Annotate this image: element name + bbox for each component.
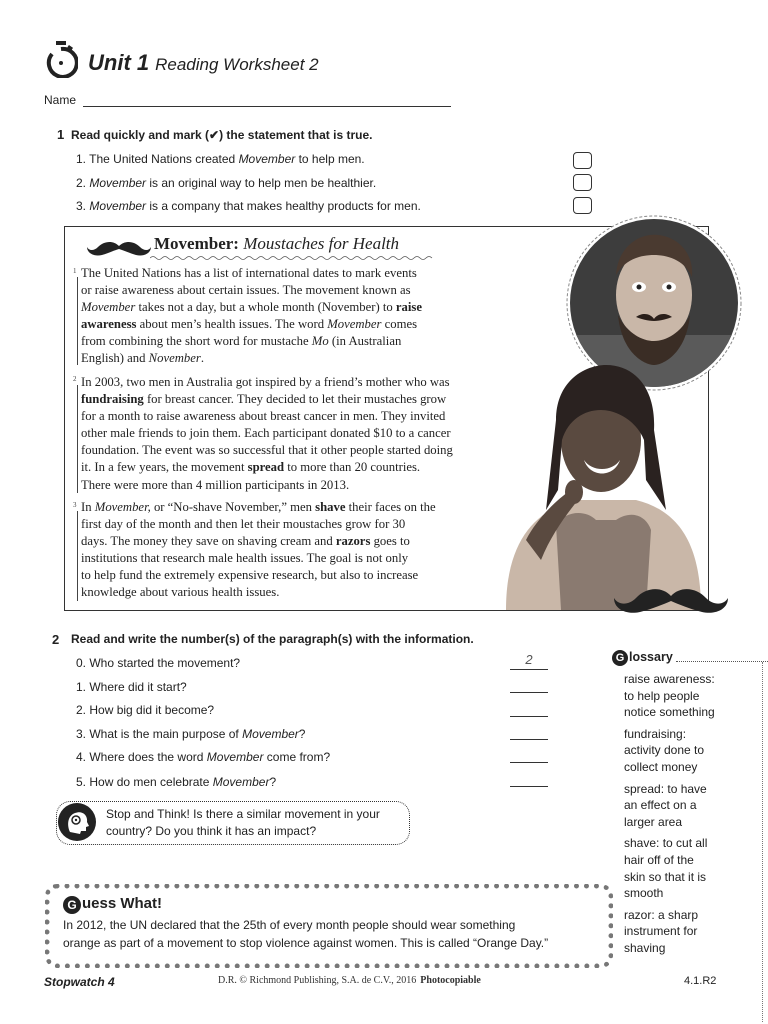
paragraph-2: In 2003, two men in Australia got inspired by a friend’s mother who was fundraising for breast cancer. They decided to let their mustaches grow for a month to raise awareness about breast cancer in men. They invited other male friends to join them. Each participant donated $10 to a cancer foundation. The event was so successful that it other people started doing it. In a few years, the movement spread to more than 20 countries. There were more than 4 million participants in 2013. (81, 375, 453, 492)
ex2-item-3: 3. What is the main purpose of Movember? (76, 727, 306, 741)
name-label: Name (44, 93, 77, 107)
ex2-item-0: 0. Who started the movement? (76, 656, 241, 670)
ex2-item-4: 4. Where does the word Movember come from? (76, 750, 331, 764)
exercise-1-instruction: Read quickly and mark (✔) the statement that is true. (71, 128, 373, 142)
thinking-head-icon (57, 802, 97, 842)
moustache-icon (86, 238, 152, 258)
man-pointing-photo (496, 360, 708, 610)
paragraph-3: In Movember, or “No-shave November,” men shave their faces on the first day of the month and then let their moustaches grow for 30 days. The money they save on shaving cream and razors goes to institutions that research male health issues. The goal is not only to help fund the extremely expensive research, but also to increase knowledge about various health issues. (81, 500, 436, 600)
ex1-item-1: 1. The United Nations created Movember to help men. (76, 152, 365, 166)
stopwatch-icon (44, 40, 78, 78)
unit-label: Unit 1 (88, 50, 150, 75)
ex1-checkbox-3[interactable] (573, 197, 592, 214)
ex2-answer-line-5[interactable] (510, 786, 548, 787)
ex2-item-5: 5. How do men celebrate Movember? (76, 775, 277, 789)
glossary-entries (624, 671, 756, 957)
name-field[interactable] (83, 106, 451, 107)
footer-code: 4.1.R2 (684, 975, 717, 987)
exercise-2-number: 2 (52, 632, 60, 647)
exercise-1-number: 1 (57, 127, 65, 142)
glossary-border (762, 662, 763, 1022)
guess-what-title: uess What! (82, 895, 163, 912)
moustache-decoration (612, 584, 730, 616)
ex1-checkbox-1[interactable] (573, 152, 592, 169)
ex1-checkbox-2[interactable] (573, 174, 592, 191)
glossary-entry-raise-awareness: raise awareness: to help people notice something (624, 672, 715, 720)
worksheet-subtitle: Reading Worksheet 2 (155, 55, 319, 74)
stop-and-think-text: Stop and Think! Is there a similar movement in your country? Do you think it has an impact? (106, 807, 380, 838)
ex2-answer-line-2[interactable] (510, 716, 548, 717)
glossary-entry-shave: shave: to cut all hair off of the skin so that it is smooth (624, 836, 708, 901)
guess-g-badge: G (63, 896, 81, 914)
ex1-item-2: 2. Movember is an original way to help men be healthier. (76, 176, 377, 190)
guess-what-text: In 2012, the UN declared that the 25th of every month people should wear something orange as part of a movement to stop violence against women. This is called “Orange Day.” (63, 918, 549, 950)
worksheet-title (88, 50, 319, 76)
glossary-entry-spread: spread: to have an effect on a larger area (624, 781, 707, 829)
ex1-item-3: 3. Movember is a company that makes healthy products for men. (76, 199, 421, 213)
ex2-answer-line-3[interactable] (510, 739, 548, 740)
ex2-answer-line-0[interactable] (510, 669, 548, 670)
glossary-entry-fundraising: fundraising: activity done to collect money (624, 726, 705, 774)
glossary-divider (676, 661, 768, 662)
glossary-entry-razor: razor: a sharp instrument for shaving (624, 907, 699, 955)
paragraph-3-number: 3 (73, 501, 77, 509)
paragraph-1: The United Nations has a list of international dates to mark events or raise awareness about certain issues. The movement known as Movember takes not a day, but a whole month (November) to raise awareness about men’s health issues. The word Movember comes from combining the short word for mustache Mo (in Australian English) and November. (81, 266, 422, 366)
ex2-answer-line-4[interactable] (510, 762, 548, 763)
paragraph-2-number: 2 (73, 375, 77, 383)
glossary-g-badge: G (612, 650, 628, 666)
paragraph-3-bar (77, 511, 78, 601)
ex2-answer-0[interactable]: 2 (525, 652, 533, 667)
paragraph-1-bar (77, 277, 78, 365)
ex2-answer-line-1[interactable] (510, 692, 548, 693)
glossary-title: lossary (629, 650, 673, 664)
exercise-2-instruction: Read and write the number(s) of the paragraph(s) with the information. (71, 632, 474, 646)
ex2-item-2: 2. How big did it become? (76, 703, 215, 717)
footer-brand: Stopwatch 4 (44, 975, 115, 989)
paragraph-1-number: 1 (73, 267, 77, 275)
ex2-item-1: 1. Where did it start? (76, 680, 187, 694)
footer-copyright: D.R. © Richmond Publishing, S.A. de C.V., 2016 Photocopiable (218, 975, 481, 986)
article-title: Movember: Moustaches for Health (154, 234, 400, 253)
title-underline (150, 255, 435, 261)
paragraph-2-bar (77, 385, 78, 493)
